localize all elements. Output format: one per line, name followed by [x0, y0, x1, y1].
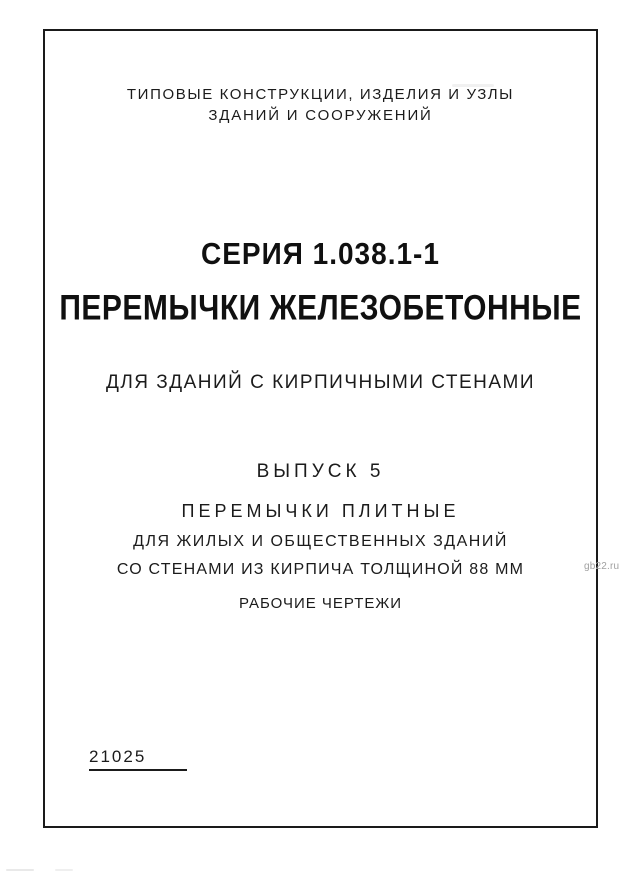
issue-label: ВЫПУСК 5: [256, 461, 385, 482]
issue-description-line-1: ДЛЯ ЖИЛЫХ И ОБЩЕСТВЕННЫХ ЗДАНИЙ: [133, 533, 508, 550]
title-page-content: [45, 31, 596, 826]
issue-title: ПЕРЕМЫЧКИ ПЛИТНЫЕ: [181, 501, 460, 521]
scan-artifact: [452, 84, 494, 87]
document-type-label: РАБОЧИЕ ЧЕРТЕЖИ: [238, 595, 403, 612]
stamp-number: 21025: [89, 747, 147, 766]
site-watermark: gb22.ru: [584, 561, 620, 572]
header-line-1: ТИПОВЫЕ КОНСТРУКЦИИ, ИЗДЕЛИЯ И УЗЛЫ: [126, 86, 515, 103]
subtitle: ДЛЯ ЗДАНИЙ С КИРПИЧНЫМИ СТЕНАМИ: [105, 372, 536, 393]
page-border-frame: [43, 29, 598, 828]
stamp-number-underline: [89, 747, 187, 771]
scan-artifact: [6, 869, 34, 871]
main-title: ПЕРЕМЫЧКИ ЖЕЛЕЗОБЕТОННЫЕ: [59, 289, 582, 328]
scan-artifact: [55, 869, 73, 871]
header-line-2: ЗДАНИЙ И СООРУЖЕНИЙ: [208, 107, 433, 124]
series-title: СЕРИЯ 1.038.1-1: [201, 237, 440, 271]
issue-description-line-2: СО СТЕНАМИ ИЗ КИРПИЧА ТОЛЩИНОЙ 88 ММ: [116, 561, 525, 578]
